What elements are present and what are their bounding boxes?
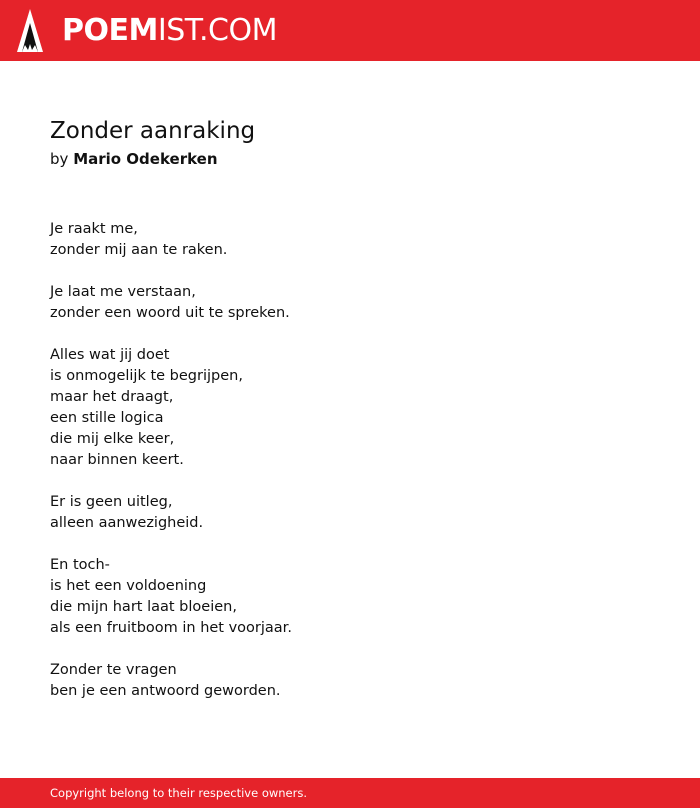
site-brand[interactable] <box>62 12 277 50</box>
poem-line: is het een voldoening <box>50 578 207 594</box>
poem-line: als een fruitboom in het voorjaar. <box>50 620 292 636</box>
byline <box>50 149 218 169</box>
author-name: Mario Odekerken <box>73 150 218 168</box>
poem-line: En toch- <box>50 557 110 573</box>
poem-line: die mij elke keer, <box>50 431 175 447</box>
poem-line: Zonder te vragen <box>50 662 177 678</box>
poem-line: is onmogelijk te begrijpen, <box>50 368 243 384</box>
poem-line: Je raakt me, <box>50 221 138 237</box>
poem-line: alleen aanwezigheid. <box>50 515 204 531</box>
site-footer <box>0 778 700 808</box>
poem-line: Alles wat jij doet <box>50 347 170 363</box>
pencil-logo-icon[interactable] <box>17 9 43 52</box>
poem-line: een stille logica <box>50 410 164 426</box>
poem-line: Je laat me verstaan, <box>50 284 196 300</box>
brand-light: IST.COM <box>157 13 277 48</box>
byline-prefix: by <box>50 150 69 168</box>
poem-title: Zonder aanraking <box>50 118 256 144</box>
stanza <box>50 555 650 639</box>
stanza <box>50 219 650 261</box>
site-header <box>0 0 700 61</box>
copyright-notice: Copyright belong to their respective owners. <box>50 786 308 800</box>
poem-body <box>50 219 650 723</box>
poem-line: maar het draagt, <box>50 389 174 405</box>
stanza <box>50 282 650 324</box>
poem-line: zonder mij aan te raken. <box>50 242 228 258</box>
poem-line: ben je een antwoord geworden. <box>50 683 281 699</box>
poem-line: Er is geen uitleg, <box>50 494 173 510</box>
brand-bold: POEM <box>62 13 158 48</box>
poem-line: die mijn hart laat bloeien, <box>50 599 237 615</box>
poem-line: zonder een woord uit te spreken. <box>50 305 290 321</box>
stanza <box>50 660 650 702</box>
stanza <box>50 345 650 471</box>
poem-line: naar binnen keert. <box>50 452 184 468</box>
stanza <box>50 492 650 534</box>
